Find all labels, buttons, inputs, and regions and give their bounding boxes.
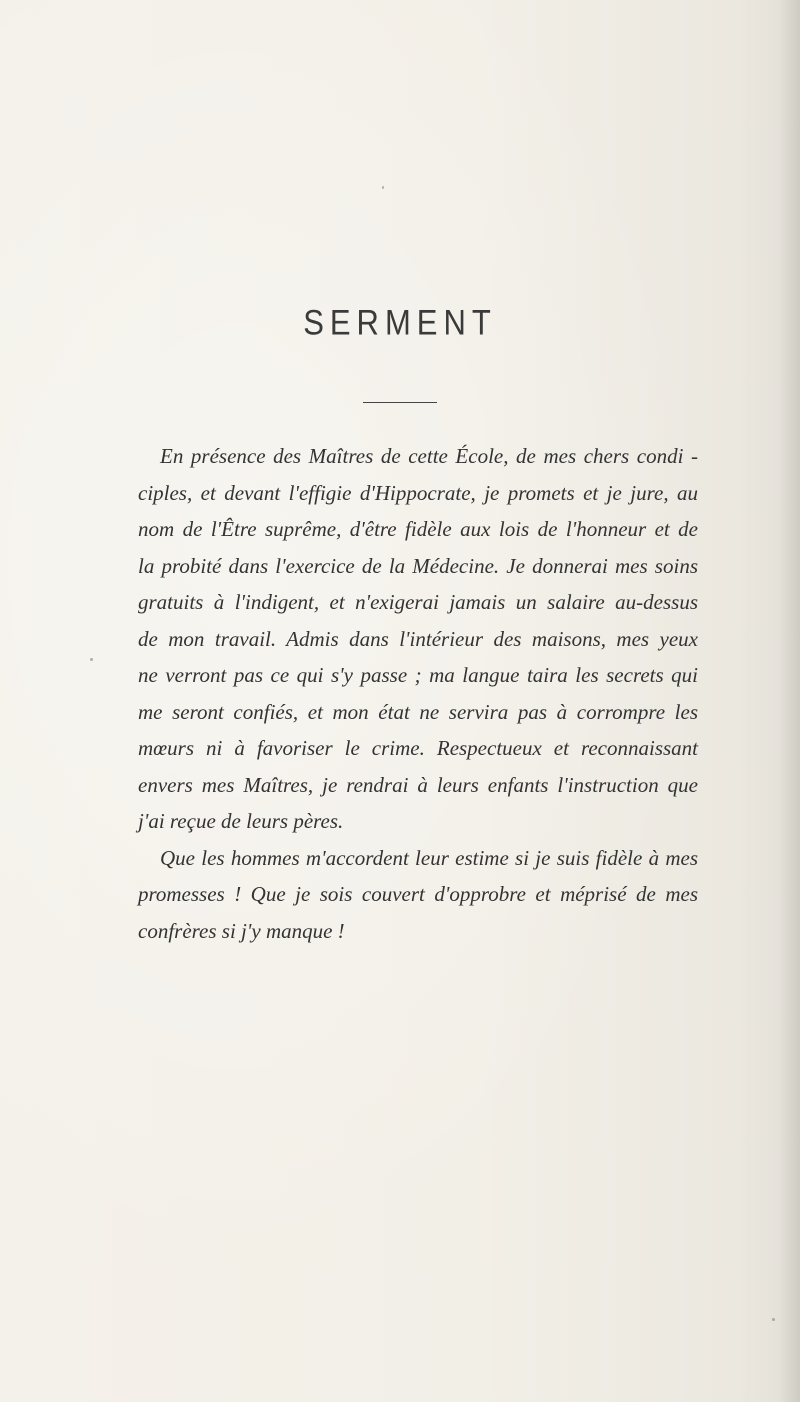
text-line: la probité dans l'exercice de la Médecine. Je donnerai mes soins <box>138 553 698 578</box>
text-line: Que les hommes m'accordent leur estime si je suis fidèle à mes <box>160 845 698 870</box>
paper-speck <box>90 658 93 661</box>
text-line: de mon travail. Admis dans l'intérieur des maisons, mes yeux <box>138 626 698 651</box>
text-line: En présence des Maîtres de cette École, de mes chers condi - <box>160 444 698 468</box>
text-line: me seront confiés, et mon état ne servira pas à corrompre les <box>138 699 698 724</box>
text-line: mœurs ni à favoriser le crime. Respectueux et reconnaissant <box>138 736 698 760</box>
text-line: j'ai reçue de leurs pères. <box>138 809 344 833</box>
oath-paragraph-2 <box>138 840 698 950</box>
text-line: ciples, et devant l'effigie d'Hippocrate, je promets et je jure, au <box>138 480 698 505</box>
heading-divider <box>363 402 437 403</box>
page-edge-shadow <box>778 0 800 1402</box>
oath-heading: SERMENT <box>303 302 497 343</box>
oath-text <box>138 438 698 949</box>
text-line: ne verront pas ce qui s'y passe ; ma langue taira les secrets qui <box>138 663 698 687</box>
text-line: confrères si j'y manque ! <box>138 918 345 943</box>
oath-paragraph-1 <box>138 438 698 840</box>
paper-speck <box>382 186 384 189</box>
text-line: promesses ! Que je sois couvert d'opprobre et méprisé de mes <box>138 882 698 906</box>
paper-speck <box>772 1318 775 1321</box>
text-line: gratuits à l'indigent, et n'exigerai jamais un salaire au-dessus <box>138 590 698 614</box>
text-line: envers mes Maîtres, je rendrai à leurs enfants l'instruction que <box>138 772 698 797</box>
text-line: nom de l'Être suprême, d'être fidèle aux lois de l'honneur et de <box>138 517 698 541</box>
